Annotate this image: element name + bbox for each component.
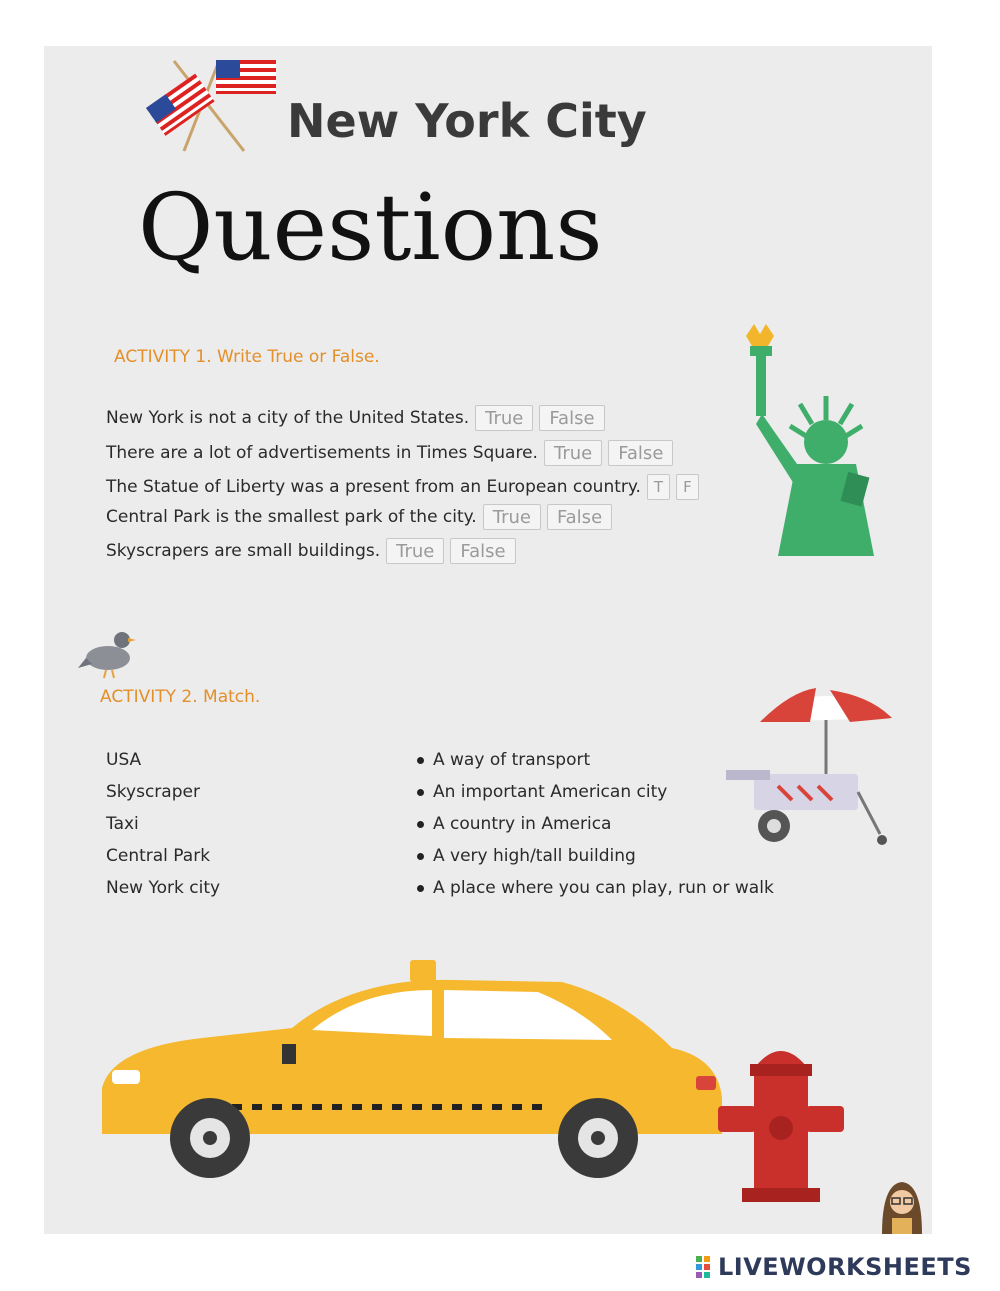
question-text: The Statue of Liberty was a present from an European country.: [106, 477, 641, 497]
tf-question-2: [106, 438, 673, 468]
true-button[interactable]: T: [647, 474, 670, 500]
question-text: Central Park is the smallest park of the city.: [106, 507, 477, 527]
tf-question-5: [106, 536, 516, 566]
taxi-icon: [92, 958, 732, 1184]
true-button[interactable]: True: [483, 504, 541, 530]
match-right-1[interactable]: [417, 750, 590, 770]
match-left-4[interactable]: Central Park: [106, 846, 211, 866]
true-button[interactable]: True: [544, 440, 602, 466]
liveworksheets-logo-icon: [696, 1256, 718, 1278]
match-dot[interactable]: [417, 821, 424, 828]
worksheet-page: [44, 46, 932, 1234]
tf-question-4: [106, 502, 612, 532]
match-left-2[interactable]: Skyscraper: [106, 782, 200, 802]
match-dot[interactable]: [417, 885, 424, 892]
activity2-heading: ACTIVITY 2. Match.: [100, 687, 261, 707]
match-right-2[interactable]: [417, 782, 667, 802]
match-right-5[interactable]: [417, 878, 774, 898]
match-left-1[interactable]: USA: [106, 750, 142, 770]
match-dot[interactable]: [417, 789, 424, 796]
tf-question-1: [106, 403, 605, 433]
page-title: Questions: [138, 174, 603, 281]
us-flags-icon: [144, 56, 284, 156]
true-button[interactable]: True: [475, 405, 533, 431]
match-right-3[interactable]: [417, 814, 611, 834]
match-dot[interactable]: [417, 853, 424, 860]
hotdog-cart-icon: [720, 682, 900, 862]
match-right-label: A very high/tall building: [433, 846, 636, 866]
liveworksheets-logo[interactable]: [696, 1253, 972, 1281]
question-text: There are a lot of advertisements in Times Square.: [106, 443, 538, 463]
match-right-4[interactable]: [417, 846, 636, 866]
match-dot[interactable]: [417, 757, 424, 764]
true-button[interactable]: True: [386, 538, 444, 564]
match-right-label: A place where you can play, run or walk: [433, 878, 774, 898]
match-right-label: A way of transport: [433, 750, 591, 770]
question-text: New York is not a city of the United States.: [106, 408, 470, 428]
match-right-label: An important American city: [433, 782, 668, 802]
match-right-label: A country in America: [433, 814, 612, 834]
false-button[interactable]: False: [608, 440, 673, 466]
false-button[interactable]: False: [450, 538, 515, 564]
activity1-heading: ACTIVITY 1. Write True or False.: [114, 347, 380, 367]
match-left-5[interactable]: New York city: [106, 878, 221, 898]
liveworksheets-brand: LIVEWORKSHEETS: [718, 1253, 972, 1281]
false-button[interactable]: False: [539, 405, 604, 431]
match-left-3[interactable]: Taxi: [106, 814, 139, 834]
question-text: Skyscrapers are small buildings.: [106, 541, 381, 561]
statue-of-liberty-icon: [734, 324, 914, 556]
pigeon-icon: [78, 624, 138, 680]
brand-title: New York City: [287, 94, 647, 148]
fire-hydrant-icon: [716, 1036, 846, 1206]
avatar-icon: [878, 1174, 926, 1234]
tf-question-3: [106, 472, 699, 502]
false-button[interactable]: F: [676, 474, 699, 500]
false-button[interactable]: False: [547, 504, 612, 530]
